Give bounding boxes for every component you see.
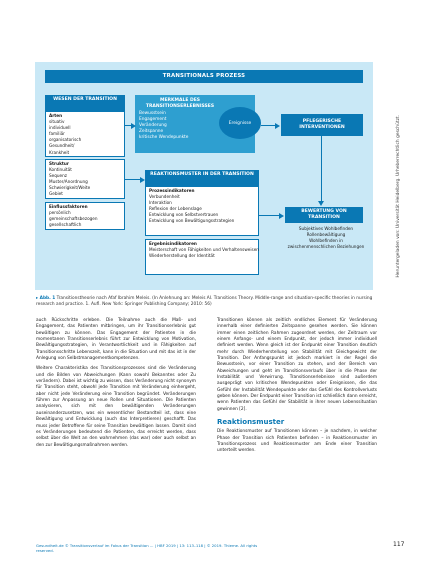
paragraph: Transitionen können als zeitlich endliches Element für Veränderung innerhalb einer definierten Zeitspanne gesehen werden. Sie können immer einen zeitlichen Rahmen zugeordnet werden, der Zeitraum vor einem Anfangs- und einem Endpunkt, der jedoch immer individuell definiert werden. Wenn gleich ist der Endpunkt einer Transition deutlich mehr durch Wiederherstellung von Stabilität mit Gleichgewicht der Transition. Der Anfangspunkt ist jedoch markiert in der Regel die Bewusstsein, vor einer Transition zu stehen, und der Bereich von Abweichungen und geht im Transitionsverlaufs über in die Phase der Instabilität und Verwirrung. Transitionserlebnisse sind außerdem ausgeprägt von kritischen Wendepunkten oder Ereignissen, die das Gefühl der Instabilität Wendepunkte oder das Gefühl des Kontrollverlusts geben können. Der Endpunkt einer Transition ist schließlich dann erreicht, wenn Patienten das Gefühl der Stabilität in ihrer neuen Lebenssituation gewinnen [2]. (217, 318, 377, 412)
page-footer: Gesundheit.de © Transitionsverlauf im Fokus der Transition ... | HBF 2019 | 13: 113–118 | © 2019. Thieme. All rights reserved. (36, 543, 258, 553)
wesen-item: Gebiet (49, 191, 63, 197)
pflege-box: PFLEGERISCHE INTERVENTIONEN (281, 114, 363, 136)
wesen-types-box (45, 111, 125, 157)
prozess-item: Reflexion der Lebenslage (149, 206, 202, 212)
wesen-item: individuell (49, 125, 71, 131)
paragraph: Die Reaktionsmuster auf Transitionen können – je nachdem, in welcher Phase der Transition sich Patienten befinden – in Reaktionsmuster im Transitionsprozess und Reaktionsmuster am Ende einer Transition unterteilt werden. (217, 429, 377, 454)
wesen-item: Arten (49, 113, 63, 118)
wesen-structure-box (45, 159, 125, 199)
wesen-item: Sequenz (49, 173, 67, 179)
wesen-item: familiär (49, 131, 65, 137)
wesen-item: persönlich (49, 210, 71, 216)
section-title: Reaktionsmuster (217, 418, 285, 427)
bewertung-list (287, 226, 365, 250)
arrow-3 (125, 179, 141, 180)
prozess-item: Prozessindikatoren (149, 188, 195, 193)
prozess-item: Verbundenheit (149, 194, 180, 200)
reaktion-heading: REAKTIONSMUSTER IN DER TRANSITION (145, 170, 259, 186)
arrow-5 (321, 136, 322, 203)
bewertung-item: Wohlbefinden in (309, 238, 343, 243)
caption-text: Transitionstheorie nach Afaf Ibrahim Meleis. (In Anlehnung an: Meleis AI. Transitions Theory. Middle-range and situation-specific theories in nursing research and practice. 1. Aufl. New York: Springer Publishing Company; 2010: 56) (36, 296, 373, 308)
ergebnis-item: Meisterschaft von Fähigkeiten und Verhaltensweisen (149, 247, 259, 253)
bewertung-item: zwischenmenschlichen Beziehungen (287, 244, 365, 249)
bewertung-item: Rollenbewältigung (306, 232, 346, 237)
paragraph: auch Rückschritte erleben. Die Teilnahme auch die Maß- und Engagement, das Patienten mitbringen, um ihr Transitionserlebnis gut bewältigen zu können. Das Engagement der Patienten in die momentanen Transitionserlebnis führt zur Entwicklung von Motivation, Bewältigungsstrategien, in Verantwortlichkeit und in Fähigkeiten auf Transitionsschritte Lebenszeit, kann in die Situation und mit das ist in der Anlegung von Selbstmanagementkompetenzen. (36, 318, 196, 362)
wesen-item: gesellschaftlich (49, 222, 82, 228)
merkmale-item: Veränderung (139, 123, 167, 128)
ergebnis-item: Wiederherstellung der Identität (149, 253, 215, 259)
wesen-item: Gesundheit/ (49, 143, 75, 149)
wesen-item: Einflussfaktoren (49, 204, 88, 209)
wesen-factors-box (45, 202, 125, 230)
figure-caption (36, 296, 376, 308)
merkmale-item: kritische Wendepunkte (139, 135, 189, 140)
arrow-2 (261, 125, 276, 126)
download-notice: Heruntergeladen von: Universität Heidelberg. Urheberrechtlich geschützt. (396, 115, 401, 278)
arrow-4 (259, 215, 280, 216)
prozess-item: Entwicklung von Selbstvertrauen (149, 212, 219, 218)
bewertung-heading: BEWERTUNG VON TRANSITION (285, 207, 363, 223)
wesen-item: situativ (49, 119, 65, 125)
diagram-banner: TRANSITIONALS PROZESS (45, 70, 363, 83)
side-margin-text (396, 115, 406, 315)
prozess-item: Entwicklung von Bewältigungsstrategien (149, 218, 235, 224)
arrow-5-head (318, 201, 324, 206)
caption-lead: ▸ Abb. 1 (36, 296, 56, 301)
wesen-item: gemeinschaftsbezogen (49, 216, 98, 222)
wesen-item: organisatorisch (49, 137, 82, 143)
wesen-item: Struktur (49, 161, 69, 166)
arrow-3-head (140, 177, 145, 183)
column-right (217, 318, 377, 459)
wesen-item: Krankheit (49, 149, 70, 155)
ergebnis-indicators-box (145, 239, 259, 275)
arrow-2-head (275, 123, 280, 129)
wesen-item: Schwierigkeit/Weite (49, 185, 91, 191)
column-left (36, 318, 196, 453)
prozess-item: Interaktion (149, 200, 172, 206)
merkmale-item: Zeitspanne (139, 129, 164, 134)
bewertung-item: Subjektives Wohlbefinden (298, 226, 354, 231)
arrow-1-head (131, 123, 136, 129)
prozess-indicators-box (145, 186, 259, 236)
merkmale-heading: MERKMALE DES TRANSITIONSERLEBNISSES (145, 98, 215, 109)
merkmale-item: Bewusstsein (139, 111, 166, 116)
transition-diagram (35, 62, 373, 290)
arrow-4-head (279, 213, 284, 219)
wesen-heading: WESEN DER TRANSITION (45, 95, 125, 111)
wesen-item: Muster/Anordnung (49, 179, 88, 185)
ergebnis-item: Ergebnisindikatoren (149, 241, 197, 246)
wesen-item: Kontinuität (49, 167, 72, 173)
merkmale-item: Engagement (139, 117, 167, 122)
page-number: 117 (393, 541, 405, 548)
paragraph: Weitere Charakteristika des Transitionsprozesses sind die Veränderung und die Bilden von Abweichungen (Kann sowohl Bekanntes oder Zu verändern). Dabei ist wichtig zu wissen, dass Veränderung nicht synonym für Transition steht, obwohl jede Transition mit Veränderung einhergeht, aber nicht jede Veränderung eine Transition begründet. Veränderungen führen zur Anpassung an neue Rollen und Situationen. Die Patienten analysieren, sich mit den bewältigenden Veränderungen auseinanderzusetzen, was ein wesentlicher Bestandteil ist, dass eine Bewältigung und Entwicklung (auch das Interpretieren) geschafft. Das muss jeder Betroffene für seine Transition bewältigen lassen. Damit sind es Veränderungen bedeutend die Patienten, das erreicht werden, dass selbst über die Welt an den wahrnehmen (das war) oder auch selbst an den zur Bewältigungsmaßnahmen werden. (36, 366, 196, 448)
ereignisse-ellipse: Ereignisse (219, 107, 261, 139)
